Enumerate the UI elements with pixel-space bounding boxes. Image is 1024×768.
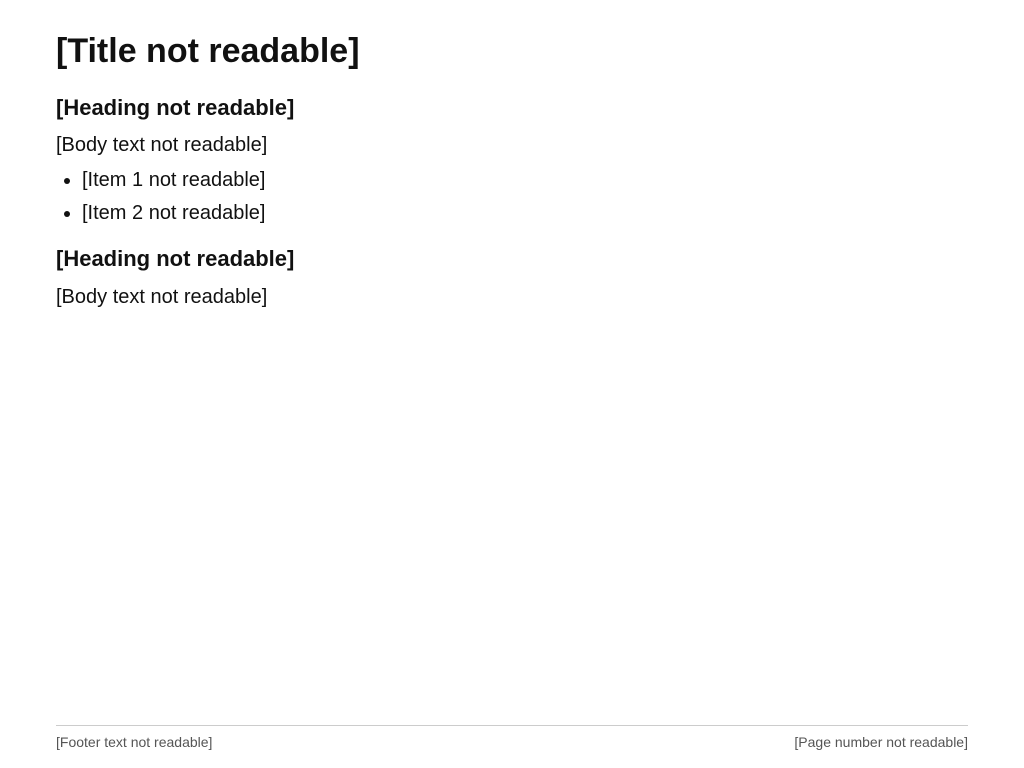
document-section-2 (56, 246, 968, 311)
section-1-list (56, 166, 968, 228)
page-number: [Page number not readable] (794, 734, 968, 750)
section-1-heading: [Heading not readable] (56, 95, 295, 121)
document-footer (56, 725, 968, 750)
section-2-paragraph: [Body text not readable] (56, 285, 268, 308)
footer-left-text: [Footer text not readable] (56, 734, 213, 750)
section-1-list-item-2: • [Item 2 not readable] (82, 199, 968, 228)
section-1-paragraph: [Body text not readable] (56, 134, 268, 157)
section-1-list-item-1: • [Item 1 not readable] (82, 166, 968, 195)
document-section-1 (56, 95, 968, 228)
section-2-heading: [Heading not readable] (56, 246, 295, 272)
document-title: [Title not readable] (56, 32, 360, 70)
